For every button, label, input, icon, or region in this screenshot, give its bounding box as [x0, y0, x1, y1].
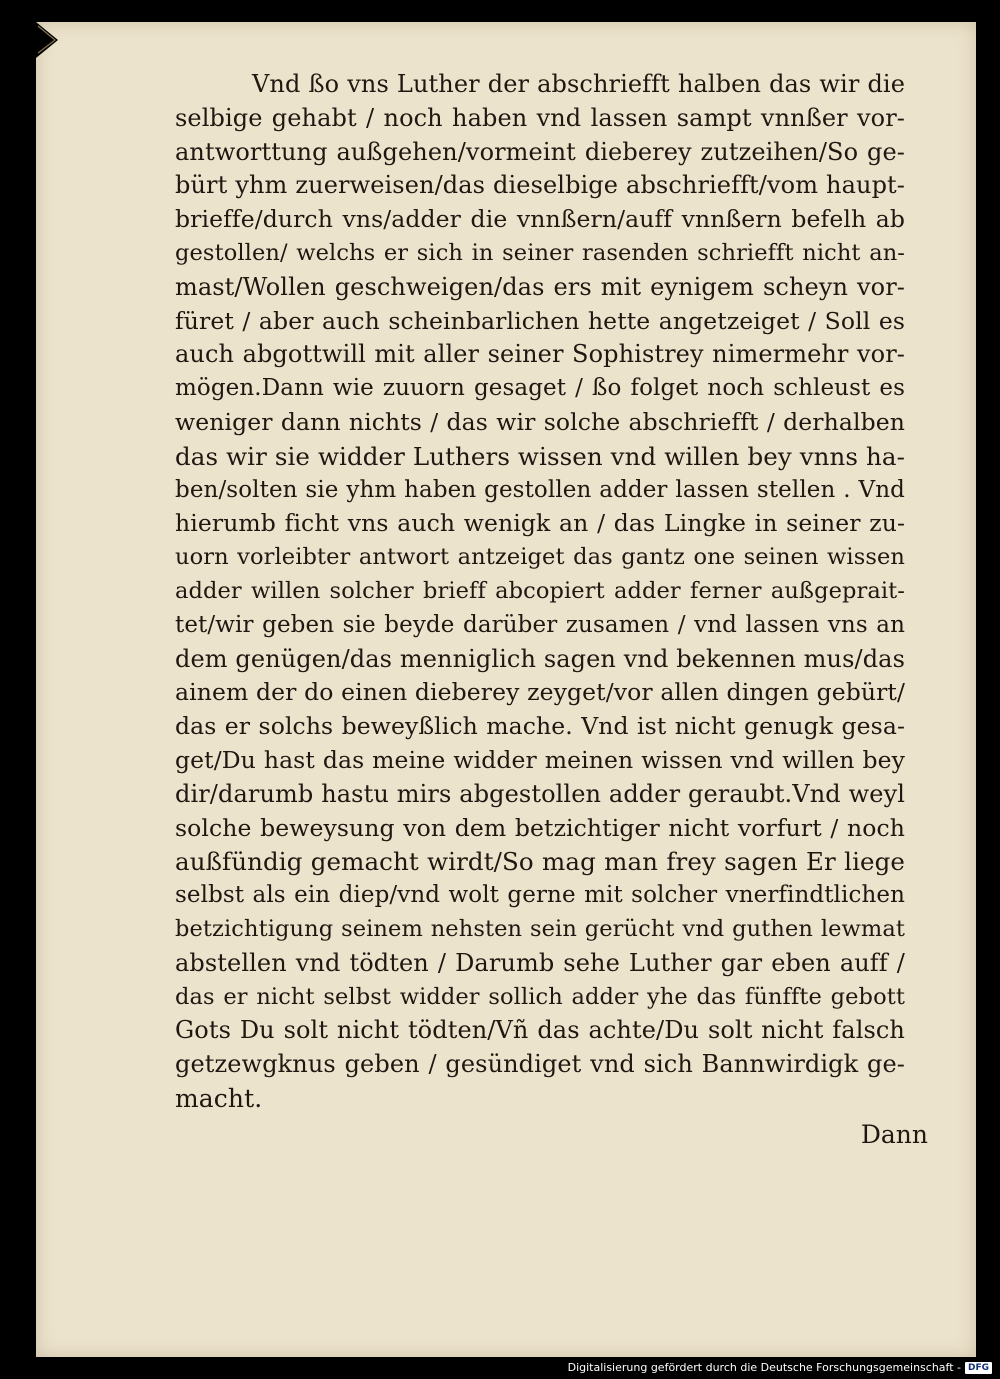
- funding-credit: Digitalisierung gefördert durch die Deutsche Forschungsgemeinschaft -: [567, 1361, 961, 1374]
- page-corner-fold: [36, 22, 58, 58]
- text-line: Gots Du solt nicht tödten/Vñ das achte/Du solt nicht falsch: [175, 1016, 905, 1045]
- text-line: brieffe/durch vns/adder die vnnßern/auff vnnßern befelh ab: [175, 205, 905, 234]
- text-line: füret / aber auch scheinbarlichen hette angetzeiget / Soll es: [175, 306, 905, 335]
- text-line: auch abgottwill mit aller seiner Sophistrey nimermehr vor-: [175, 340, 905, 369]
- text-line: das er solchs beweyßlich mache. Vnd ist nicht genugk gesa-: [175, 712, 905, 741]
- text-line: das er nicht selbst widder sollich adder yhe das fünffte gebott: [175, 983, 905, 1010]
- text-line: Vnd ßo vns Luther der abschriefft halben das wir die: [252, 70, 905, 98]
- text-line: außfündig gemacht wirdt/So mag man frey sagen Er liege: [175, 847, 905, 877]
- text-line: adder willen solcher brieff abcopiert adder ferner außgeprait-: [175, 577, 905, 604]
- text-line: macht.: [175, 1083, 263, 1113]
- text-line: selbige gehabt / noch haben vnd lassen sampt vnnßer vor-: [175, 103, 905, 132]
- text-line: weniger dann nichts / das wir solche abschriefft / derhalben: [175, 407, 905, 436]
- text-line: antworttung außgehen/vormeint dieberey zutzeihen/So ge-: [175, 137, 905, 166]
- text-line: get/Du hast das meine widder meinen wissen vnd willen bey: [175, 745, 905, 774]
- text-line: abstellen vnd tödten / Darumb sehe Luther gar eben auff /: [175, 948, 905, 977]
- text-line: dem genügen/das menniglich sagen vnd bekennen mus/das: [175, 644, 905, 673]
- text-line: gestollen/ welchs er sich in seiner rasenden schriefft nicht an-: [175, 239, 905, 266]
- text-line: mögen.Dann wie zuuorn gesaget / ßo folget noch schleust es: [175, 375, 905, 402]
- digitization-footer: [568, 1359, 992, 1376]
- text-line: bürt yhm zuerweisen/das dieselbige abschriefft/vom haupt-: [175, 171, 905, 200]
- text-line: solche beweysung von dem betzichtiger nicht vorfurt / noch: [175, 813, 905, 842]
- text-line: uorn vorleibter antwort antzeiget das gantz one seinen wissen: [175, 544, 905, 571]
- text-line: tet/wir geben sie beyde darüber zusamen / vnd lassen vns an: [175, 611, 905, 638]
- text-line: selbst als ein diep/vnd wolt gerne mit solcher vnerfindtlichen: [175, 882, 905, 909]
- text-line: betzichtigung seinem nehsten sein gerücht vnd guthen lewmat: [175, 915, 905, 942]
- text-line: getzewgknus geben / gesündiget vnd sich Bannwirdigk ge-: [175, 1050, 905, 1079]
- body-text: [175, 68, 905, 1116]
- catchword: Dann: [860, 1120, 928, 1149]
- text-line: ainem der do einen dieberey zeyget/vor allen dingen gebürt/: [175, 678, 905, 707]
- dfg-logo: DFG: [965, 1362, 992, 1374]
- page-corner-fold-shape: [36, 22, 58, 58]
- text-line: dir/darumb hastu mirs abgestollen adder geraubt.Vnd weyl: [175, 779, 905, 808]
- text-line: das wir sie widder Luthers wissen vnd willen bey vnns ha-: [175, 441, 905, 471]
- text-line: ben/solten sie yhm haben gestollen adder lassen stellen . Vnd: [175, 476, 905, 503]
- text-line: hierumb ficht vns auch wenigk an / das Lingke in seiner zu-: [175, 509, 905, 538]
- text-line: mast/Wollen geschweigen/das ers mit eynigem scheyn vor-: [175, 272, 905, 301]
